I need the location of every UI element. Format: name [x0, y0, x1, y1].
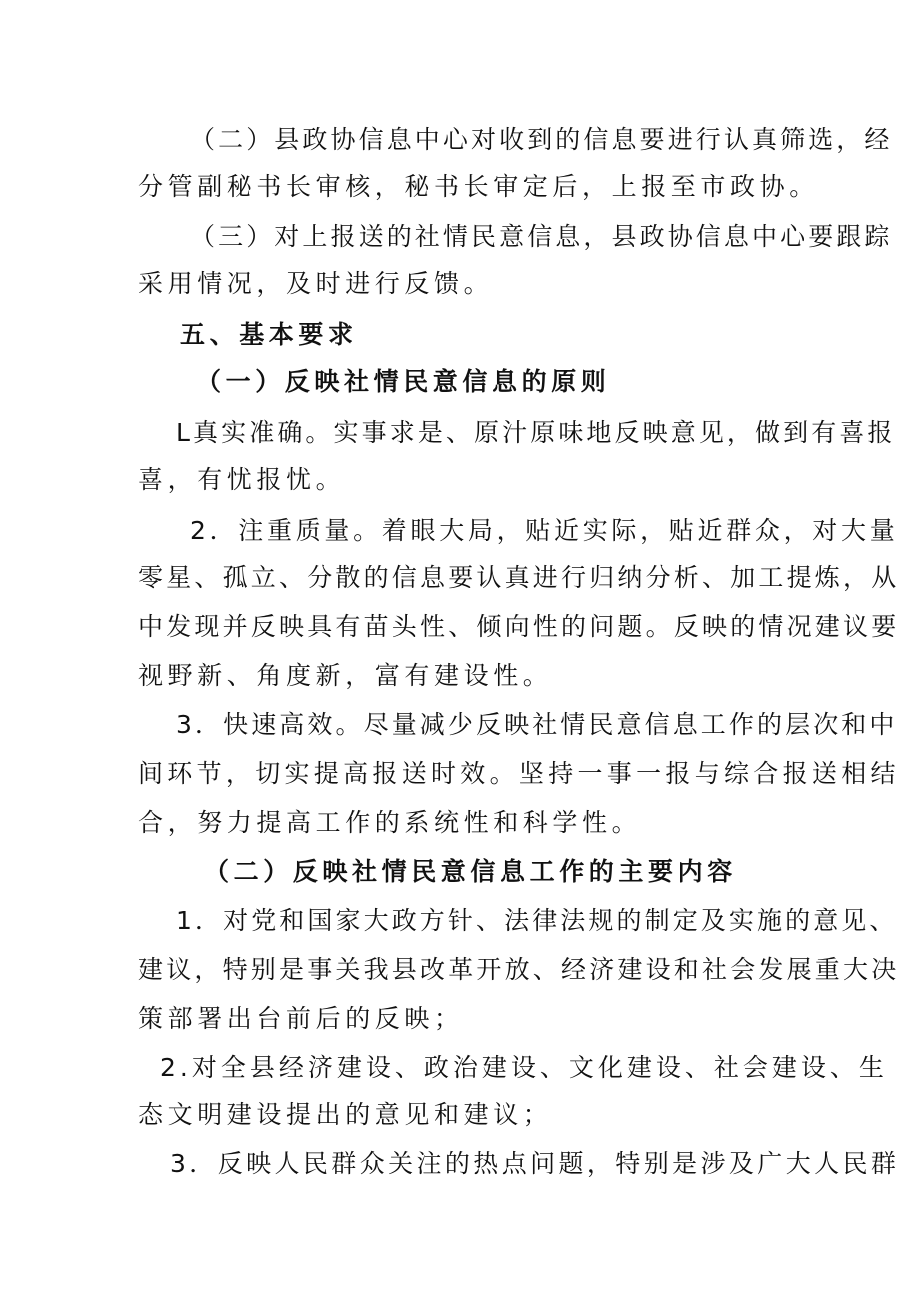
paragraph-line: （二）县政协信息中心对收到的信息要进行认真筛选，经: [190, 125, 893, 154]
paragraph-line: 3．反映人民群众关注的热点问题，特别是涉及广大人民群: [170, 1149, 900, 1178]
paragraph-line: 分管副秘书长审核，秘书长审定后，上报至市政协。: [138, 172, 819, 201]
paragraph-line: （三）对上报送的社情民意信息，县政协信息中心要跟踪: [190, 222, 893, 251]
paragraph-line: 视野新、角度新，富有建设性。: [138, 661, 553, 690]
paragraph-line: 态文明建设提出的意见和建议；: [138, 1100, 553, 1129]
paragraph-line: 间环节，切实提高报送时效。坚持一事一报与综合报送相结: [138, 759, 900, 788]
subsection-heading: （一）反映社情民意信息的原则: [196, 367, 611, 396]
paragraph-line: 合，努力提高工作的系统性和科学性。: [138, 808, 642, 837]
paragraph-line: 喜，有忧报忧。: [138, 465, 346, 494]
paragraph-line: L真实准确。实事求是、原汁原味地反映意见，做到有喜报: [176, 418, 896, 447]
paragraph-line: 零星、孤立、分散的信息要认真进行归纳分析、加工提炼，从: [138, 563, 900, 592]
paragraph-line: 建议，特别是事关我县改革开放、经济建设和社会发展重大决: [138, 955, 900, 984]
paragraph-line: 2.对全县经济建设、政治建设、文化建设、社会建设、生: [160, 1053, 888, 1082]
paragraph-line: 中发现并反映具有苗头性、倾向性的问题。反映的情况建议要: [138, 612, 900, 641]
paragraph-line: 3．快速高效。尽量减少反映社情民意信息工作的层次和中: [176, 710, 898, 739]
paragraph-line: 2．注重质量。着眼大局，贴近实际，贴近群众，对大量: [190, 516, 899, 545]
paragraph-line: 策部署出台前后的反映；: [138, 1004, 464, 1033]
paragraph-line: 1．对党和国家大政方针、法律法规的制定及实施的意见、: [176, 906, 898, 935]
subsection-heading: （二）反映社情民意信息工作的主要内容: [204, 857, 737, 886]
section-heading: 五、基本要求: [180, 320, 358, 349]
paragraph-line: 采用情况，及时进行反馈。: [138, 269, 494, 298]
